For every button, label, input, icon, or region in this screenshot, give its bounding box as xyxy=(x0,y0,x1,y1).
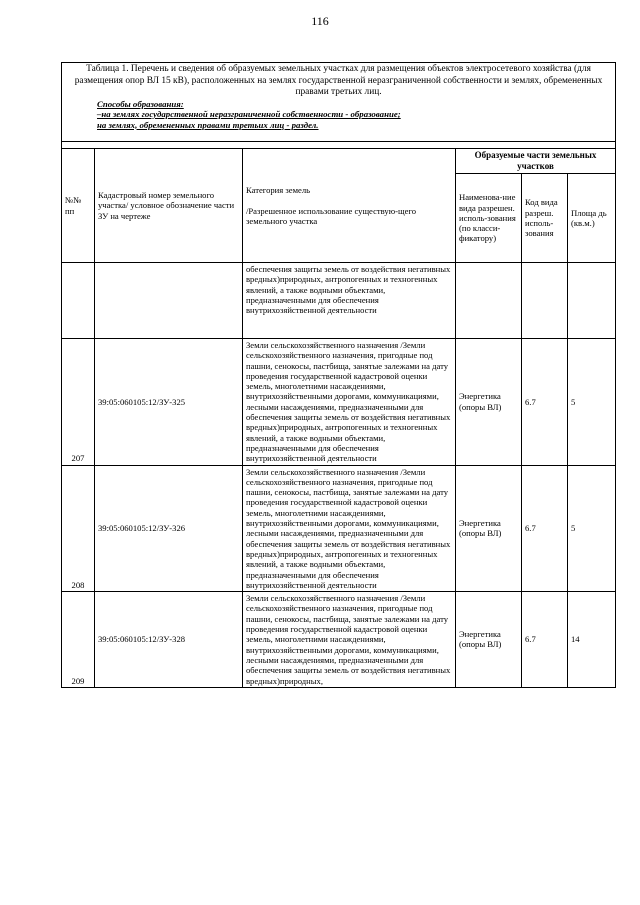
continuation-row xyxy=(62,263,616,339)
row-use-name: Энергетика (опоры ВЛ) xyxy=(456,339,522,466)
row-category: Земли сельскохозяйственного назначения /Земли сельскохозяйственного назначения, пригодные под пашни, сенокосы, пастбища, занятые залежами на дату проведения государственной кадастровой оценки земель, многолетними насаждениями, внутрихозяйственными дорогами, коммуникациями, лесными насаждениями, предназначенными для обеспечения защиты земель от воздействия негативных вредных)природных, xyxy=(243,592,456,688)
row-category: Земли сельскохозяйственного назначения /Земли сельскохозяйственного назначения, пригодные под пашни, сенокосы, пастбища, занятые залежами на дату проведения государственной кадастровой оценки земель, многолетними насаждениями, внутрихозяйственными дорогами, коммуникациями, лесными насаждениями, предназначенными для обеспечения защиты земель от воздействия негативных вредных)природных, антропогенных и техногенных явлений, а также водными объектами, предназначенными для обеспечения внутрихозяйственной деятельности xyxy=(243,339,456,466)
header-row-1 xyxy=(62,149,616,174)
caption-title: Таблица 1. Перечень и сведения об образуемых земельных участках для размещения объектов электросетевого хозяйства (для размещения опор ВЛ 15 кВ), расположенных на землях государственной неразграниченной собственности и землях, обремененных правами третьих лиц. xyxy=(74,64,603,97)
row-num: 208 xyxy=(62,465,95,592)
methods-heading: Способы образования: xyxy=(97,98,184,109)
row-cadastral: 39:05:060105:12/ЗУ-328 xyxy=(95,592,243,688)
continuation-area xyxy=(568,263,616,339)
header-category: Категория земель /Разрешенное использование существую-щего земельного участка xyxy=(243,149,456,263)
spacer-row xyxy=(62,142,616,149)
row-area: 5 xyxy=(568,465,616,592)
row-cadastral: 39:05:060105:12/ЗУ-326 xyxy=(95,465,243,592)
table-row xyxy=(62,339,616,466)
header-use-name: Наименова-ние вида разрешен. исполь-зования (по класси-фикатору) xyxy=(456,174,522,263)
header-area: Площа дь (кв.м.) xyxy=(568,174,616,263)
header-use-code: Код вида разреш. исполь-зования xyxy=(522,174,568,263)
continuation-category: обеспечения защиты земель от воздействия негативных вредных)природных, антропогенных и техногенных явлений, а также водными объектами, предназначенными для обеспечения внутрихозяйственной деятельности xyxy=(243,263,456,339)
continuation-use-code xyxy=(522,263,568,339)
table-row xyxy=(62,465,616,592)
method-2: на землях, обремененных правами третьих лиц - раздел. xyxy=(97,119,319,130)
row-use-name: Энергетика (опоры ВЛ) xyxy=(456,592,522,688)
row-use-name: Энергетика (опоры ВЛ) xyxy=(456,465,522,592)
header-num: №№ пп xyxy=(62,149,95,263)
row-cadastral: 39:05:060105:12/ЗУ-325 xyxy=(95,339,243,466)
row-num: 207 xyxy=(62,339,95,466)
header-cadastral: Кадастровый номер земельного участка/ условное обозначение части ЗУ на чертеже xyxy=(95,149,243,263)
land-plots-table xyxy=(61,62,616,688)
row-category: Земли сельскохозяйственного назначения /Земли сельскохозяйственного назначения, пригодные под пашни, сенокосы, пастбища, занятые залежами на дату проведения государственной кадастровой оценки земель, многолетними насаждениями, внутрихозяйственными дорогами, коммуникациями, лесными насаждениями, предназначенными для обеспечения защиты земель от воздействия негативных вредных)природных, антропогенных и техногенных явлений, а также водными объектами, предназначенными для обеспечения внутрихозяйственной деятельности xyxy=(243,465,456,592)
table-row xyxy=(62,592,616,688)
row-area: 14 xyxy=(568,592,616,688)
row-area: 5 xyxy=(568,339,616,466)
header-group: Образуемые части земельных участков xyxy=(456,149,616,174)
row-num: 209 xyxy=(62,592,95,688)
continuation-cadastral xyxy=(95,263,243,339)
continuation-num xyxy=(62,263,95,339)
caption-row xyxy=(62,63,616,142)
row-use-code: 6.7 xyxy=(522,339,568,466)
spacer-cell xyxy=(62,142,616,149)
formation-methods xyxy=(65,99,612,131)
table-caption xyxy=(62,63,616,142)
page-number: 116 xyxy=(311,14,329,28)
row-use-code: 6.7 xyxy=(522,592,568,688)
continuation-use-name xyxy=(456,263,522,339)
method-1: –на землях государственной неразграниченной собственности - образование; xyxy=(97,109,401,119)
row-use-code: 6.7 xyxy=(522,465,568,592)
